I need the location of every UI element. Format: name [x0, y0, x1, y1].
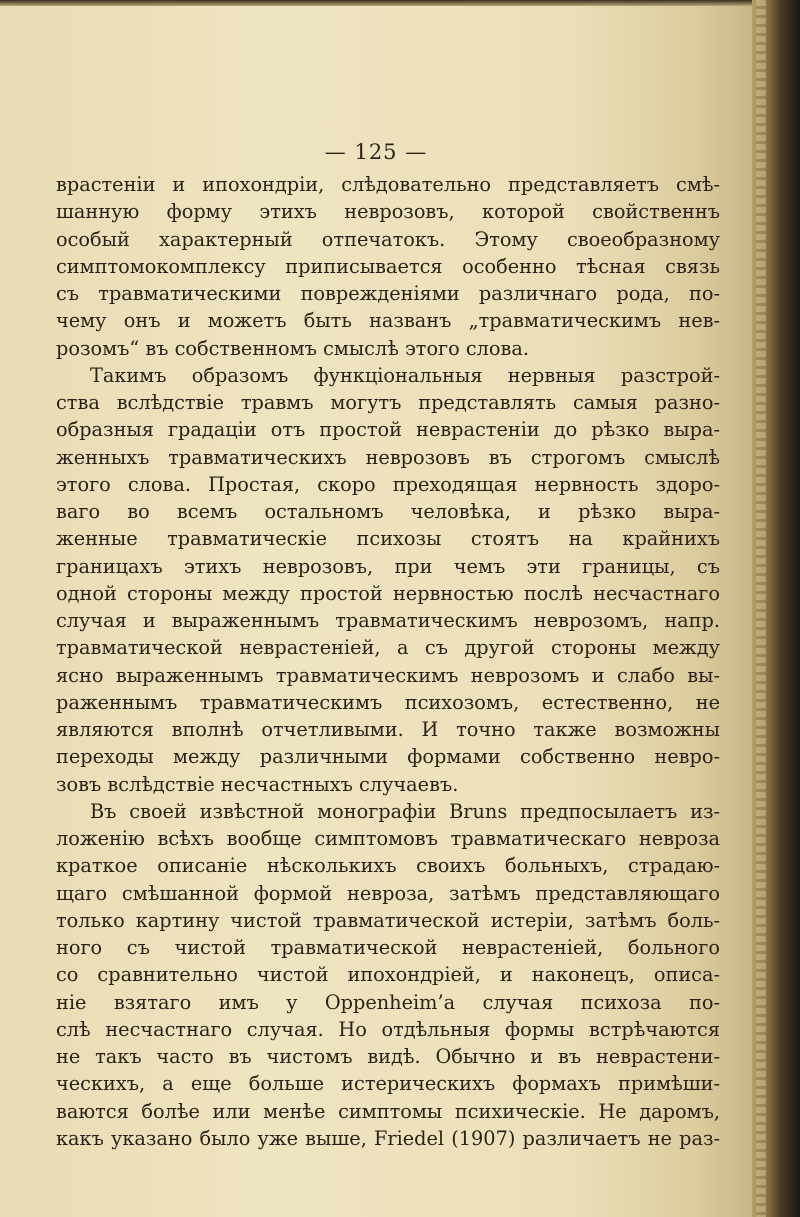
text-line: розомъ“ въ собственномъ смыслѣ этого слова.	[56, 336, 530, 360]
page-edge-strip	[756, 0, 766, 1217]
text-line: со сравнительно чистой ипохондріей, и наконецъ, описа-	[56, 963, 720, 987]
text-line: особый характерный отпечатокъ. Этому своеобразному	[56, 227, 720, 251]
text-line: щаго смѣшанной формой невроза, затѣмъ представляющаго	[56, 881, 720, 905]
text-line: образныя градаціи отъ простой неврастеніи до рѣзко выра-	[56, 418, 720, 442]
text-line: переходы между различными формами собственно невро-	[56, 745, 720, 769]
book-spine-edge	[752, 0, 800, 1217]
page-top-border	[0, 0, 752, 6]
body-text	[56, 171, 720, 1152]
text-line: съ травматическими поврежденіями различнаго рода, по-	[56, 282, 720, 305]
text-line: ніе взятаго имъ у Oppenheim’а случая психоза по-	[56, 990, 720, 1014]
text-line: раженнымъ травматическимъ психозомъ, естественно, не	[56, 690, 720, 714]
text-line: чему онъ и можетъ быть названъ „травматическимъ нев-	[56, 309, 720, 333]
text-line: зовъ вслѣдствіе несчастныхъ случаевъ.	[56, 772, 459, 796]
text-line: случая и выраженнымъ травматическимъ неврозомъ, напр.	[56, 609, 720, 632]
text-line: этого слова. Простая, скоро преходящая нервность здоро-	[56, 472, 720, 496]
text-line: ваго во всемъ остальномъ человѣка, и рѣзко выра-	[56, 500, 720, 523]
text-line: слѣ несчастнаго случая. Но отдѣльныя формы встрѣчаются	[56, 1017, 720, 1041]
text-line: ясно выраженнымъ травматическимъ неврозомъ и слабо вы-	[56, 663, 720, 687]
text-line: ства вслѣдствіе травмъ могутъ представлять самыя разно-	[56, 391, 720, 414]
text-line: ложенію всѣхъ вообще симптомовъ травматическаго невроза	[56, 827, 720, 850]
text-line: травматической неврастеніей, а съ другой стороны между	[56, 636, 720, 660]
text-line: ного съ чистой травматической неврастеніей, больного	[56, 936, 720, 959]
text-line: одной стороны между простой нервностью послѣ несчастнаго	[56, 581, 720, 605]
text-line: Такимъ образомъ функціональныя нервныя разстрой-	[90, 363, 720, 387]
text-line: женные травматическіе психозы стоятъ на крайнихъ	[56, 527, 720, 551]
text-line: ваются болѣе или менѣе симптомы психическіе. Не даромъ,	[56, 1099, 720, 1123]
text-line: краткое описаніе нѣсколькихъ своихъ больныхъ, страдаю-	[56, 854, 720, 878]
text-line: только картину чистой травматической истеріи, затѣмъ боль-	[56, 908, 720, 932]
text-line: женныхъ травматическихъ неврозовъ въ строгомъ смыслѣ	[56, 445, 720, 469]
text-line: какъ указано было уже выше, Friedel (1907) различаетъ не раз-	[56, 1126, 720, 1150]
text-line: являются вполнѣ отчетливыми. И точно также возможны	[56, 718, 720, 741]
text-line: ческихъ, а еще больше истерическихъ формахъ примѣши-	[56, 1072, 720, 1096]
text-line: Въ своей извѣстной монографіи Bruns предпосылаетъ из-	[90, 799, 720, 823]
text-line: шанную форму этихъ неврозовъ, которой свойственнъ	[56, 200, 720, 224]
text-line: симптомокомплексу приписывается особенно тѣсная связь	[56, 254, 720, 278]
text-line: границахъ этихъ неврозовъ, при чемъ эти границы, съ	[56, 554, 720, 578]
page-number: — 125 —	[324, 140, 428, 164]
text-line: не такъ часто въ чистомъ видѣ. Обычно и въ неврастени-	[56, 1045, 720, 1068]
text-line: врастеніи и ипохондріи, слѣдовательно представляетъ смѣ-	[56, 173, 720, 196]
